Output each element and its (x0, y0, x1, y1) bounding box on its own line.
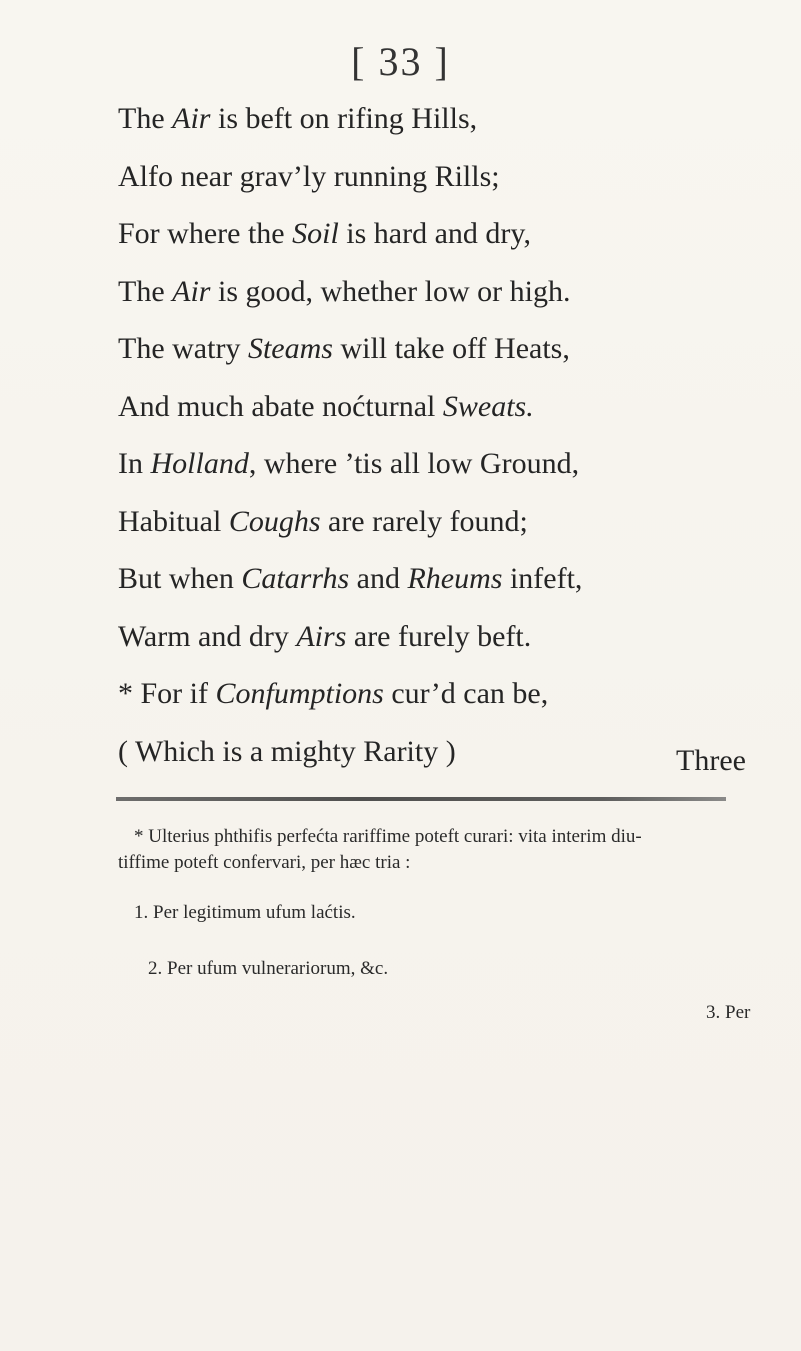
verse-italic-word: Holland (150, 447, 249, 480)
verse-italic-word: Confumptions (215, 677, 384, 710)
verse-text: Habitual (118, 504, 229, 538)
verse-text: are rarely found; (320, 504, 528, 538)
verse-text: * For if (118, 677, 216, 710)
verse-text: But when (118, 562, 242, 595)
verse-italic-word: Air (172, 274, 211, 308)
verse-italic-word: Catarrhs (241, 562, 350, 595)
verse-text: is beft on rifing Hills, (210, 102, 478, 135)
verse-text: Warm and dry (118, 619, 297, 653)
footnote-item-2: 2. Per ufum vulnerariorum, &c. (148, 958, 389, 979)
footnote-catchword: 3. Per (706, 1002, 751, 1023)
verse-text: cur’d can be, (383, 677, 549, 710)
verse-italic-word: Soil (292, 217, 339, 250)
verse-line (118, 505, 528, 539)
verse-text: The (118, 102, 173, 135)
verse-text: infeft, (502, 562, 583, 595)
verse-italic-word: Steams (247, 332, 333, 365)
verse-text: , where ’tis all low Ground, (248, 447, 580, 480)
verse-line (118, 620, 531, 654)
verse-text: and (349, 562, 408, 595)
verse-text: For where the (118, 217, 293, 250)
verse-text: And much abate noćturnal (118, 389, 443, 423)
footnote-item-1: 1. Per legitimum ufum laćtis. (134, 902, 356, 923)
verse-text: is hard and dry, (338, 217, 531, 250)
verse-italic-word: Sweats. (442, 389, 534, 423)
footnote-line-2: tiffime poteft confervari, per hæc tria : (118, 852, 411, 873)
verse-text: In (118, 447, 151, 480)
verse-line (118, 735, 456, 769)
verse-text: are furely beft. (346, 619, 532, 653)
footnote-line-1: * Ulterius phthifis perfećta rariffime poteft curari: vita interim diu- (134, 826, 642, 847)
verse-text: The watry (118, 332, 248, 365)
verse-italic-word: Coughs (228, 504, 321, 538)
verse-line (118, 677, 548, 711)
verse-text: is good, whether low or high. (210, 274, 571, 308)
verse-italic-word: Airs (296, 619, 347, 653)
verse-line (118, 332, 570, 366)
verse-line (118, 447, 579, 481)
verse-italic-word: Rheums (407, 562, 503, 595)
verse-text: ( Which is a mighty Rarity ) (118, 734, 456, 768)
page-number: [ 33 ] (351, 39, 450, 84)
verse-line (118, 217, 531, 251)
verse-line (118, 102, 477, 136)
verse-line (118, 390, 534, 424)
verse-line (118, 562, 582, 596)
verse-line (118, 275, 570, 309)
verse-line (118, 160, 500, 194)
verse-text: Alfo near grav’ly running Rills; (118, 159, 500, 193)
verse-italic-word: Air (172, 102, 211, 135)
verse-text: The (118, 274, 173, 308)
catchword: Three (676, 744, 746, 777)
verse-text: will take off Heats, (332, 332, 570, 365)
footnote-rule (116, 797, 726, 801)
